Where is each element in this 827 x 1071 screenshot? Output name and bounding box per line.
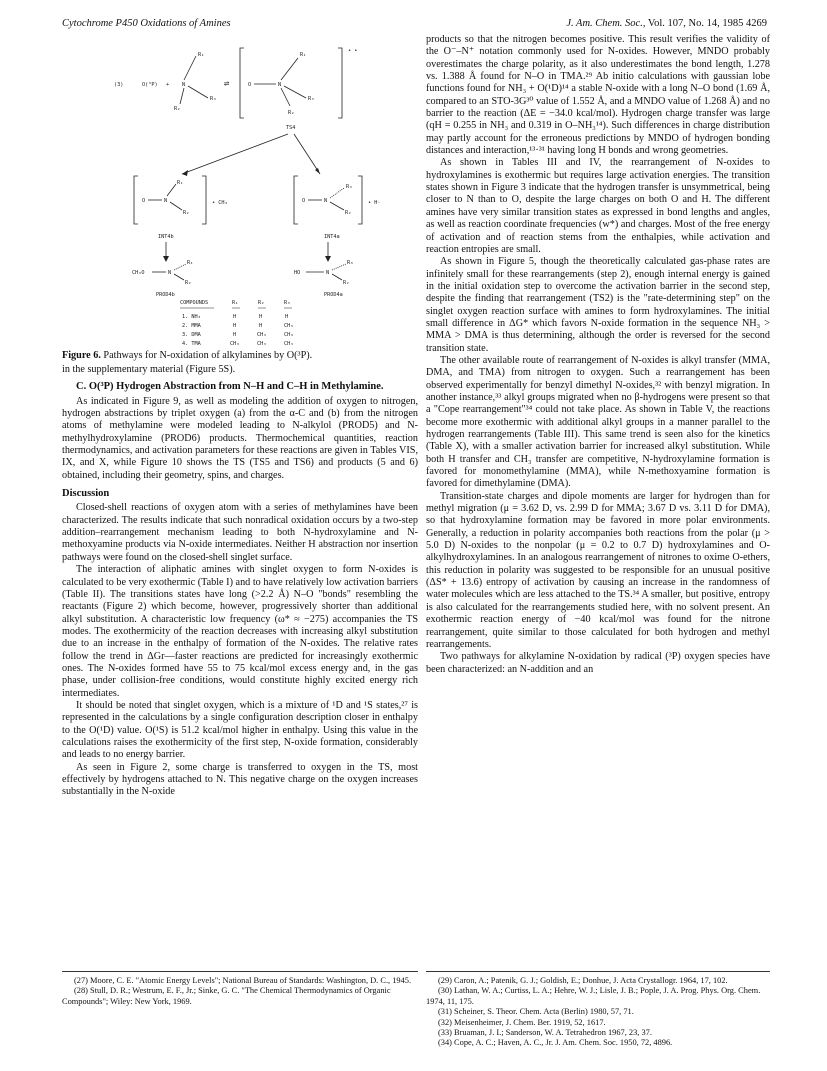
table-row-2-r3: CH₃	[284, 323, 294, 329]
footnote-33: (33) Bruaman, J. I.; Sanderson, W. A. Tetrahedron 1967, 23, 37.	[438, 1028, 652, 1038]
volume-pages: Vol. 107, No. 14, 1985 4269	[647, 18, 767, 29]
ts4-label: TS4	[286, 125, 296, 131]
svg-text:R₃: R₃	[347, 260, 354, 266]
footnotes-left	[62, 971, 418, 1007]
figure-caption	[62, 350, 418, 361]
paragraph-discussion-3: It should be noted that singlet oxygen, which is a mixture of ¹D and ¹S states,²⁷ is represented in the calculations by a single configuration description closer in enthalpy to the O(¹D) value. O(¹S) is 51.2 kcal/mol higher in enthalpy. Using this value in the calculations raises the exothermicity of the first step, N-oxide formation, considerably and leads to no energy barrier.	[62, 699, 418, 761]
int4b-label: INT4b	[158, 234, 174, 240]
paragraph-discussion-4: As seen in Figure 2, some charge is transferred to oxygen in the TS, most effectively by hydrogens attached to N. This negative charge on the oxygen increases substantially in the N-oxide	[62, 761, 418, 798]
svg-text:CH₃O: CH₃O	[132, 270, 145, 276]
figure-6-scheme	[62, 34, 418, 346]
svg-text:• •: • •	[348, 48, 358, 54]
table-row-3-r3: CH₃	[284, 332, 294, 338]
svg-text:R₁: R₁	[300, 52, 307, 58]
svg-text:R₂: R₂	[185, 280, 192, 286]
table-row-1-name: 1. NH₃	[182, 314, 201, 320]
svg-text:O: O	[302, 198, 306, 204]
table-row-1-r2: H	[259, 314, 263, 320]
figure-caption-text: Pathways for N-oxidation of alkylamines by O(³P).	[100, 350, 313, 361]
svg-text:R₁: R₁	[187, 260, 194, 266]
svg-text:O: O	[142, 198, 146, 204]
svg-text:R₂: R₂	[174, 106, 181, 112]
footnote-29: (29) Caron, A.; Patenik, G. J.; Goldish, E.; Donhue, J. Acta Crystallogr. 1964, 17, 102.	[438, 976, 728, 985]
paragraph-alkyl-transfer: The other available route of rearrangement of N-oxides is alkyl transfer (MMA, DMA, and TMA) from nitrogen to oxygen. Such a rearrangement has been observed experimentally for benzyl dimethyl N-oxides,³² with benzyl migration. In another instance,³³ alkyl groups migrated when no β-hydrogens were present so that a "Cope rearrangement"³⁴ could not take place. As shown in Table V, the reactions become more exothermic with additional alkyl groups in a manner parallel to the hydrogen rearrangements (Table III). This same trend is seen also for the kinetics (Table X), with a smaller activation barrier for increased alkyl substitution. While both H transfer and CH₃ transfer are competitive, N-hydroxylamine formation is favored for monomethylamine (MMA), while N-methoxyamine formation is favored for dimethylamine (DMA).	[426, 354, 770, 490]
oxygen-reactant: O(³P)	[142, 82, 158, 88]
footnote-32: (32) Meisenheimer, J. Chem. Ber. 1919, 52, 1617.	[438, 1017, 606, 1027]
svg-text:N: N	[164, 198, 168, 204]
table-row-4-name: 4. TMA	[182, 341, 201, 346]
table-row-1-r1: H	[233, 314, 237, 320]
running-head-title: Cytochrome P450 Oxidations of Amines	[62, 18, 231, 29]
footnote-31: (31) Scheiner, S. Theor. Chem. Acta (Berlin) 1980, 57, 71.	[438, 1007, 634, 1017]
svg-text:N: N	[168, 270, 172, 276]
table-header-r2: R₂	[258, 300, 265, 306]
table-row-2-r2: H	[259, 323, 263, 329]
footnote-34: (34) Cope, A. C.; Haven, A. C., Jr. J. Am. Chem. Soc. 1950, 72, 4896.	[438, 1038, 673, 1048]
paragraph-discussion-1: Closed-shell reactions of oxygen atom with a series of methylamines have been characterized. The results indicate that such nonradical oxidation occurs by a two-step addition–rearrangement mechanism leading to both N-hydroxylamine and N-methoxyamine products via N-oxide intermediates. Neither H abstraction nor insertion pathways were found on the closed-shell singlet surface.	[62, 502, 418, 563]
svg-text:N: N	[182, 82, 186, 88]
scheme-number: (3)	[114, 82, 124, 88]
svg-text:R₂: R₂	[183, 210, 190, 216]
svg-text:N: N	[326, 270, 330, 276]
svg-text:+: +	[166, 82, 170, 88]
prod4b-label: PROD4b	[156, 292, 175, 298]
table-row-2-name: 2. MMA	[182, 323, 201, 329]
paragraph-discussion-2: The interaction of aliphatic amines with singlet oxygen to form N-oxides is calculated to be very exothermic (Table I) and to have relatively low activation barriers (Table II). The transitions states have long (>2.2 Å) N–O "bonds" resembling the reactants (Figure 2) which become, however, progressively shorter than additional alkyl substitution. A characteristic low frequency (ω* ≈ −275) accompanies the TS modes. The exothermicity of the reaction decreases with increasing alkyl substitution due to an increase in the enthalpy of formation of the N-oxides. The relative rates follow the trend in ΔGr—faster reactions are predicted for increasingly exothermic ones. The N-oxides formed have 55 to 75 kcal/mol excess energy and, in the gas phase, under collision-free conditions, would constitute highly excited energy rich intermediates.	[62, 564, 418, 699]
subsection-heading-c: C. O(³P) Hydrogen Abstraction from N–H and C–H in Methylamine.	[76, 381, 384, 393]
methyl-radical: • CH₃	[212, 200, 228, 206]
table-row-4-r2: CH₃	[257, 341, 267, 346]
section-heading-discussion: Discussion	[62, 488, 110, 500]
table-row-1-r3: H	[285, 314, 289, 320]
svg-text:R₁: R₁	[198, 52, 205, 58]
paragraph-continued: products so that the nitrogen becomes positive. This result verifies the validity of the O⁻–N⁺ notation commonly used for N-oxides. However, MNDO probably overestimates the charge polarity, as it also underestimates the bond length, 1.278 vs. 1.388 Å found for N–O in TMA.²⁹ Ab initio calculations with gaussian lobe functions found for NH₃ + O(¹D)¹⁴ a stable N-oxide with a long N–O bond (1.69 Å, compared to an STO-3G³⁰ value of 1.552 Å, and a MNDO value of 1.268 Å) and no barrier to the reaction (ΔE = −34.0 kcal/mol). Hydrogen charge transfer was large (qH = 0.255 in NH₃ and 0.319 in O–NH₃¹⁴). Such differences in charge distribution may partly account for the erroneous predictions by MNDO of hydrogen bonding distances and interaction,¹³·³¹ having long H bonds and wrong geometries.	[426, 34, 770, 157]
table-row-3-name: 3. DMA	[182, 332, 201, 338]
compound-table	[180, 300, 293, 346]
reaction-scheme-svg	[62, 34, 418, 346]
svg-text:R₂: R₂	[345, 210, 352, 216]
svg-text:HO: HO	[294, 270, 301, 276]
prod4a-label: PROD4a	[324, 292, 343, 298]
table-row-3-r1: H	[233, 332, 237, 338]
table-header-r3: R₃	[284, 300, 291, 306]
figure-caption-label: Figure 6.	[62, 350, 101, 361]
running-head-journal	[566, 18, 767, 29]
svg-text:R₃: R₃	[346, 184, 353, 190]
svg-text:N: N	[324, 198, 328, 204]
paragraph-rearrangement: As shown in Tables III and IV, the rearrangement of N-oxides to hydroxylamines is exothermic but requires large activation energies. The transition states shown in Figure 3 indicate that the hydrogen transfer is unsymmetrical, being closer to N than to O, despite the large charges on both O and H. The different amines have very similar transition states as expressed in bond lengths and angles, as well as reaction coordinate frequencies (w*) and charges. Most of the free energy of activation and of reaction stems from the enthalpies, while activation and reaction entropies are small.	[426, 157, 770, 255]
footnote-30: (30) Lathan, W. A.; Curtiss, L. A.; Hehre, W. J.; Lisle, J. B.; Pople, J. A. Prog. Phys. Org. Chem. 1974, 11, 175.	[426, 986, 761, 1006]
table-row-4-r1: CH₃	[230, 341, 240, 346]
svg-text:R₂: R₂	[343, 280, 350, 286]
footnotes-right	[426, 971, 770, 1049]
svg-text:R₃: R₃	[308, 96, 315, 102]
table-header-compounds: COMPOUNDS	[180, 300, 209, 306]
svg-text:R₂: R₂	[288, 110, 295, 116]
svg-text:N: N	[278, 82, 282, 88]
right-column	[426, 34, 770, 676]
paragraph-hydrogen-abstraction: As indicated in Figure 9, as well as modeling the addition of oxygen to nitrogen, hydrogen abstractions by triplet oxygen (a) from the α-C and (b) from the nitrogen atoms of methylamine were modeled leading to N-alkylol (PROD5) and N-methylhydroxylamine (PROD6) products. Thermochemical quantities, reaction thermodynamics, and activation parameters for these reactions are given in Tables VIS, IX, and X, while Figure 10 shows the TS (TS5 and TS6) and products (5 and 6) obtained, including their geometry, spins, and charges.	[62, 395, 418, 481]
table-row-4-r3: CH₃	[284, 341, 294, 346]
svg-text:⇌: ⇌	[224, 79, 230, 89]
footnote-28: (28) Stull, D. R.; Westrum, E. F., Jr.; Sinke, G. C. "The Chemical Thermodynamics of Organic Compounds"; Wiley: New York, 1969.	[62, 986, 391, 1006]
svg-text:R₁: R₁	[177, 180, 184, 186]
hydrogen-radical: • H·	[368, 200, 381, 206]
paragraph-transition-state: Transition-state charges and dipole moments are larger for hydrogen than for methyl migration (μ = 3.62 D, vs. 2.99 D for MMA; 3.67 D vs. 3.11 D for DMA), so that hydroxylamine formation may be favored in more polar environments. Generally, a reduction in polarity accompanies both reactions from the polar (μ > 5.0 D) N-oxides to the nonpolar (μ = 0.2 to 0.7 D) hydroxylamines and O-alkylhydroxylamines. In an analogous rearrangement of nitrones to oxime O-ethers, this reduction in polarity was suggested to be responsible for an unusual positive (ΔS* + 13.6) entropy of activation by causing an increase in the randomness of water molecules which are less attached to the TS.³⁴ A smaller, but positive, entropy is also calculated for the rearrangements studied here, with no solvent present. An exothermic reaction energy of −40 kcal/mol was found for the nitrone rearrangement, quite similar to those calculated for both hydrogen and methyl rearrangements.	[426, 490, 770, 650]
svg-text:R₃: R₃	[210, 96, 217, 102]
table-row-2-r1: H	[233, 323, 237, 329]
journal-name: J. Am. Chem. Soc.,	[566, 18, 646, 29]
paragraph-supplementary: in the supplementary material (Figure 5S).	[62, 364, 236, 375]
table-header-r1: R₁	[232, 300, 239, 306]
paragraph-two-pathways: Two pathways for alkylamine N-oxidation by radical (³P) oxygen species have been characterized: an N-addition and an	[426, 651, 770, 675]
int4a-label: INT4a	[324, 234, 340, 240]
paragraph-figure5: As shown in Figure 5, though the theoretically calculated gas-phase rates are infinitely small for these rearrangements (step 2), enough internal energy is gained in the initial oxidation step to overcome the activation barrier in the second step, despite the finding that rearrangement (TS2) is the "rate-determining step" on the singlet oxygen reaction surface with amines to form hydroxylamines. The initial small difference in ΔG* which favors N-oxide formation in the sequence NH₃ > MMA > DMA is thus determining, although the order is reversed for the second transition state.	[426, 256, 770, 354]
left-column	[62, 364, 418, 799]
svg-text:O: O	[248, 82, 252, 88]
table-row-3-r2: CH₃	[257, 332, 267, 338]
footnote-27: (27) Moore, C. E. "Atomic Energy Levels"; National Bureau of Standards: Washington, D. C., 1945.	[74, 976, 412, 985]
